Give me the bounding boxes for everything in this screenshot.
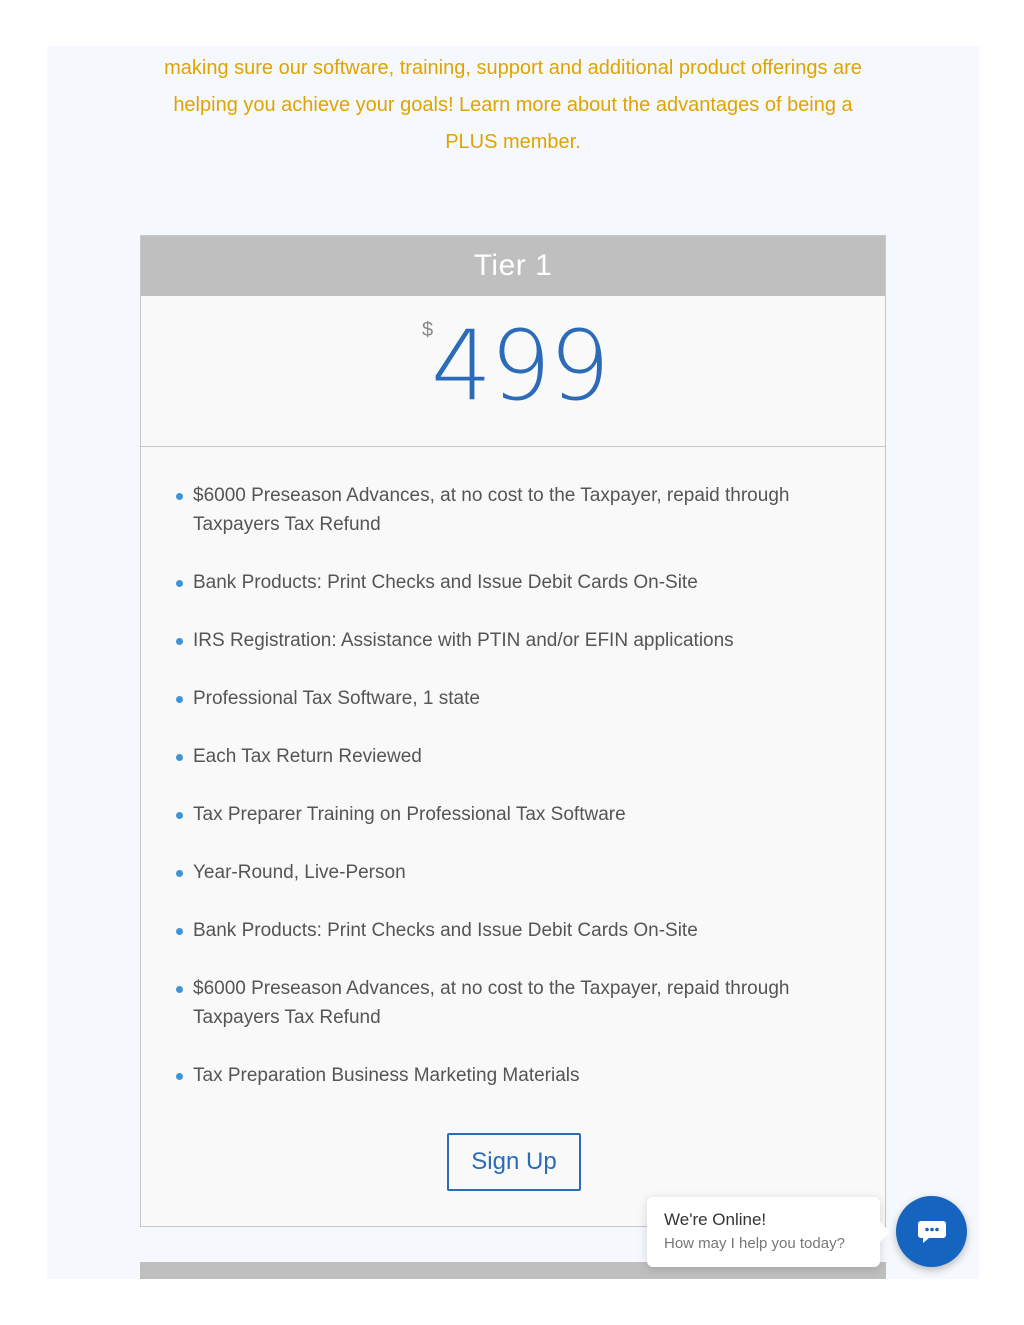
currency-symbol: $ xyxy=(422,319,434,341)
bullet-icon xyxy=(176,1073,183,1080)
feature-item xyxy=(175,916,855,945)
intro-text xyxy=(47,50,979,161)
bullet-icon xyxy=(176,696,183,703)
feature-text: Professional Tax Software, 1 state xyxy=(193,688,480,709)
tier-title: Tier 1 xyxy=(141,236,885,296)
intro-line: making sure our software, training, support and additional product offerings are xyxy=(164,57,862,79)
feature-item xyxy=(175,568,855,597)
chat-greeting-popup[interactable] xyxy=(647,1197,880,1267)
feature-text: Bank Products: Print Checks and Issue Debit Cards On-Site xyxy=(193,920,698,941)
chat-subtitle: How may I help you today? xyxy=(664,1235,845,1252)
feature-item xyxy=(175,974,855,1032)
feature-item xyxy=(175,800,855,829)
feature-item xyxy=(175,481,855,539)
price-box xyxy=(141,296,885,447)
intro-line: PLUS member. xyxy=(445,131,581,153)
price-amount: 499 xyxy=(431,310,609,422)
feature-text: Tax Preparer Training on Professional Tax Software xyxy=(193,804,626,825)
chat-bubble-icon xyxy=(917,1219,947,1245)
pricing-card-tier-1 xyxy=(140,235,886,1227)
bullet-icon xyxy=(176,928,183,935)
bullet-icon xyxy=(176,754,183,761)
feature-item xyxy=(175,626,855,655)
content-panel xyxy=(47,46,979,1279)
feature-text: $6000 Preseason Advances, at no cost to the Taxpayer, repaid through Taxpayers Tax Refund xyxy=(193,978,790,1028)
intro-line: helping you achieve your goals! Learn more about the advantages of being a xyxy=(173,94,853,116)
bullet-icon xyxy=(176,986,183,993)
bullet-icon xyxy=(176,493,183,500)
feature-text: Year-Round, Live-Person xyxy=(193,862,406,883)
feature-text: Each Tax Return Reviewed xyxy=(193,746,422,767)
feature-text: Tax Preparation Business Marketing Materials xyxy=(193,1065,580,1086)
feature-list xyxy=(175,481,855,1119)
feature-item xyxy=(175,858,855,887)
feature-text: Bank Products: Print Checks and Issue Debit Cards On-Site xyxy=(193,572,698,593)
bullet-icon xyxy=(176,870,183,877)
chat-title: We're Online! xyxy=(664,1210,767,1229)
sign-up-button[interactable]: Sign Up xyxy=(447,1133,581,1191)
bullet-icon xyxy=(176,638,183,645)
feature-text: IRS Registration: Assistance with PTIN and/or EFIN applications xyxy=(193,630,734,651)
chat-launcher-button[interactable] xyxy=(896,1196,967,1267)
feature-text: $6000 Preseason Advances, at no cost to the Taxpayer, repaid through Taxpayers Tax Refund xyxy=(193,485,790,535)
feature-item xyxy=(175,684,855,713)
bullet-icon xyxy=(176,580,183,587)
feature-item xyxy=(175,742,855,771)
feature-item xyxy=(175,1061,855,1090)
bullet-icon xyxy=(176,812,183,819)
